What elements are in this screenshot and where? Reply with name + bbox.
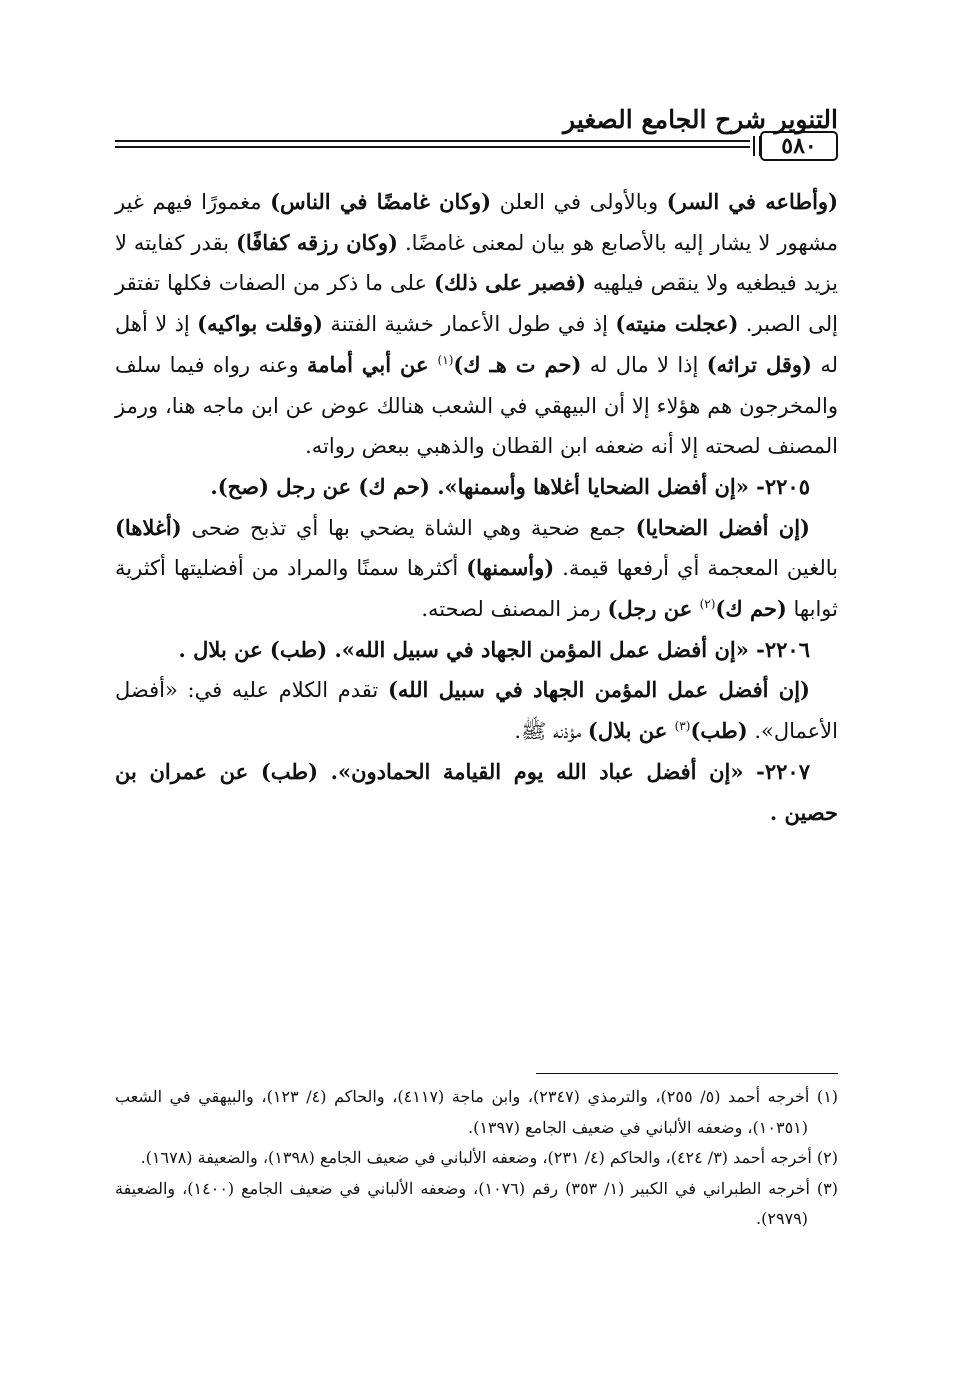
text-run: تقدم الكلام عليه في: «أفضل الأعمال». bbox=[115, 678, 838, 744]
bold-run: (وأسمنها) bbox=[466, 555, 555, 581]
text-run: أكثرها سمنًا والمراد من أفضليتها أكثرية ثوابها bbox=[115, 556, 838, 622]
main-text bbox=[115, 182, 838, 833]
text-run: على ما ذكر من الصفات فكلها تفتقر إلى الصبر. bbox=[115, 271, 838, 337]
bold-run: عن أبي أمامة bbox=[306, 351, 438, 377]
page-number: ٥٨٠ bbox=[760, 131, 838, 161]
bold-run: (طب) bbox=[690, 718, 748, 744]
footnote-separator bbox=[536, 1073, 838, 1074]
footnote-item: (٢) أخرجه أحمد (٣/ ٤٢٤)، والحاكم (٤/ ٢٣١)، وضعفه الألباني في ضعيف الجامع (١٣٩٨)، والضعيفة (١٦٧٨). bbox=[140, 1148, 838, 1167]
bold-run: (فصبر على ذلك) bbox=[434, 270, 586, 296]
hadith-heading bbox=[115, 752, 838, 833]
text-run: مؤذنه ﷺ. bbox=[514, 719, 588, 744]
hadith-heading bbox=[115, 467, 838, 508]
text-run: جمع ضحية وهي الشاة يضحي بها أي تذبح ضحى bbox=[181, 515, 636, 540]
bold-run: عن رجل) bbox=[607, 596, 700, 622]
hadith-heading bbox=[115, 630, 838, 671]
text-run: إذ لا أهل له bbox=[115, 312, 838, 377]
bold-run: ٢٢٠٧- «إن أفضل عباد الله يوم القيامة الحمادون». (طب) عن عمران بن حصين . bbox=[115, 758, 838, 825]
bold-run: (إن أفضل الضحايا) bbox=[635, 514, 810, 540]
bold-run: (وكان غامضًا في الناس) bbox=[270, 189, 492, 214]
header-rule-bottom bbox=[115, 146, 750, 148]
bold-run: عن بلال) bbox=[587, 718, 675, 744]
bold-run: (عجلت منيته) bbox=[615, 311, 739, 337]
text-run: إذا لا مال له bbox=[581, 352, 707, 377]
bold-run: (وأطاعه في السر) bbox=[666, 189, 839, 214]
bold-run: (وقل تراثه) bbox=[706, 351, 812, 377]
text-run: إذ في طول الأعمار خشية الفتنة bbox=[322, 312, 616, 337]
commentary-paragraph bbox=[115, 508, 838, 630]
bold-run: (أغلاها) bbox=[115, 514, 182, 540]
text-run: بالغين المعجمة أي أرفعها قيمة. bbox=[554, 556, 838, 581]
commentary-paragraph bbox=[115, 182, 838, 467]
text-run: بقدر كفايته لا يزيد فيطغيه ولا ينقص فيلهيه bbox=[115, 230, 838, 296]
footnote-item: (٣) أخرجه الطبراني في الكبير (١/ ٣٥٣) رقم (١٠٧٦)، وضعفه الألباني في ضعيف الجامع (١٤٠٠)، والضعيفة (٢٩٧٩). bbox=[115, 1178, 838, 1228]
footnote-ref: (٢) bbox=[699, 597, 716, 612]
header-rule-top bbox=[115, 140, 750, 142]
footnote-ref: (١) bbox=[437, 352, 454, 367]
bold-run: ٢٢٠٥- «إن أفضل الضحايا أغلاها وأسمنها». (حم ك) عن رجل (صح). bbox=[210, 473, 810, 499]
bold-run: (وقلت بواكيه) bbox=[197, 311, 323, 337]
footnotes bbox=[115, 1082, 838, 1235]
footnote-item: (١) أخرجه أحمد (٥/ ٢٥٥)، والترمذي (٢٣٤٧)، وابن ماجة (٤١١٧)، والحاكم (٤/ ١٢٣)، والبيهقي في الشعب (١٠٣٥١)، وضعفه الألباني في ضعيف الجامع (١٣٩٧). bbox=[115, 1087, 839, 1137]
text-run: وبالأولى في العلن bbox=[491, 190, 667, 214]
bold-run: (حم ك) bbox=[715, 596, 787, 622]
text-run: رمز المصنف لصحته. bbox=[421, 597, 608, 622]
commentary-paragraph bbox=[115, 670, 838, 751]
bold-run: (حم ت هـ ك) bbox=[453, 351, 582, 377]
bold-run: (وكان رزقه كفافًا) bbox=[235, 229, 398, 255]
bold-run: ٢٢٠٦- «إن أفضل عمل المؤمن الجهاد في سبيل الله». (طب) عن بلال . bbox=[178, 636, 810, 662]
text-run: مغمورًا فيهم غير مشهور لا يشار إليه بالأصابع هو بيان لمعنى غامضًا. bbox=[115, 190, 838, 255]
text-run: وعنه رواه فيما سلف والمخرجون هم هؤلاء إلا أن البيهقي في الشعب هنالك عوض عن ابن ماجه هنا، ورمز المصنف لصحته إلا أنه ضعفه ابن القطان والذهبي ببعض رواته. bbox=[115, 352, 838, 459]
running-header-title: التنوير شرح الجامع الصغير bbox=[563, 105, 838, 134]
footnote-ref: (٣) bbox=[674, 719, 691, 734]
bold-run: (إن أفضل عمل المؤمن الجهاد في سبيل الله) bbox=[387, 677, 810, 703]
